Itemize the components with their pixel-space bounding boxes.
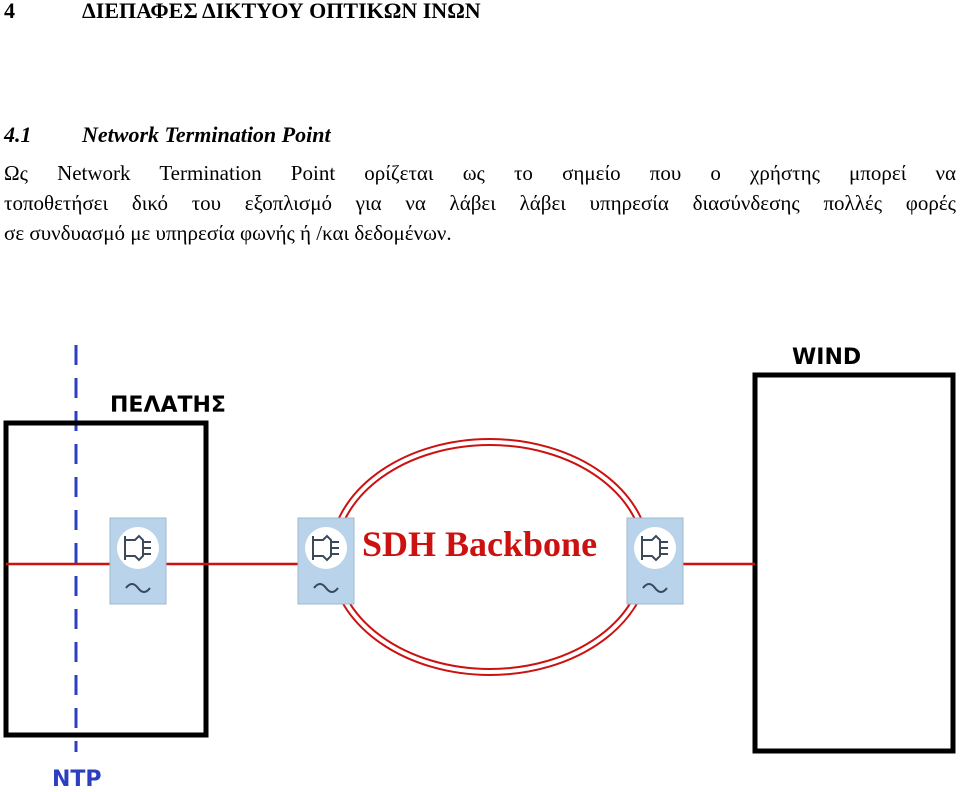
paragraph-line: τοποθετήσει δικό του εξοπλισμό για να λάβει λάβει υπηρεσία διασύνδεσης πολλές φορές — [4, 191, 956, 215]
chapter-number: 4 — [4, 0, 15, 23]
provider-box — [755, 375, 953, 751]
network-termination-icon — [110, 518, 166, 604]
section-number: 4.1 — [4, 122, 32, 147]
paragraph-line: σε συνδυασμό με υπηρεσία φωνής ή /και δεδομένων. — [4, 221, 452, 245]
network-termination-icon — [298, 518, 354, 604]
chapter-title: ΔΙΕΠΑΦΕΣ ΔΙΚΤΥΟΥ ΟΠΤΙΚΩΝ ΙΝΩΝ — [82, 0, 481, 23]
ntp-label: NTP — [52, 767, 102, 792]
provider-label: WIND — [792, 345, 862, 370]
paragraph-line: Ως Network Termination Point ορίζεται ως το σημείο που ο χρήστης μπορεί να — [4, 161, 956, 185]
backbone-label: SDH Backbone — [362, 524, 598, 564]
customer-label: ΠΕΛΑΤΗΣ — [110, 393, 226, 418]
network-termination-icon — [627, 518, 683, 604]
section-title: Network Termination Point — [82, 122, 331, 147]
customer-box — [6, 423, 206, 735]
